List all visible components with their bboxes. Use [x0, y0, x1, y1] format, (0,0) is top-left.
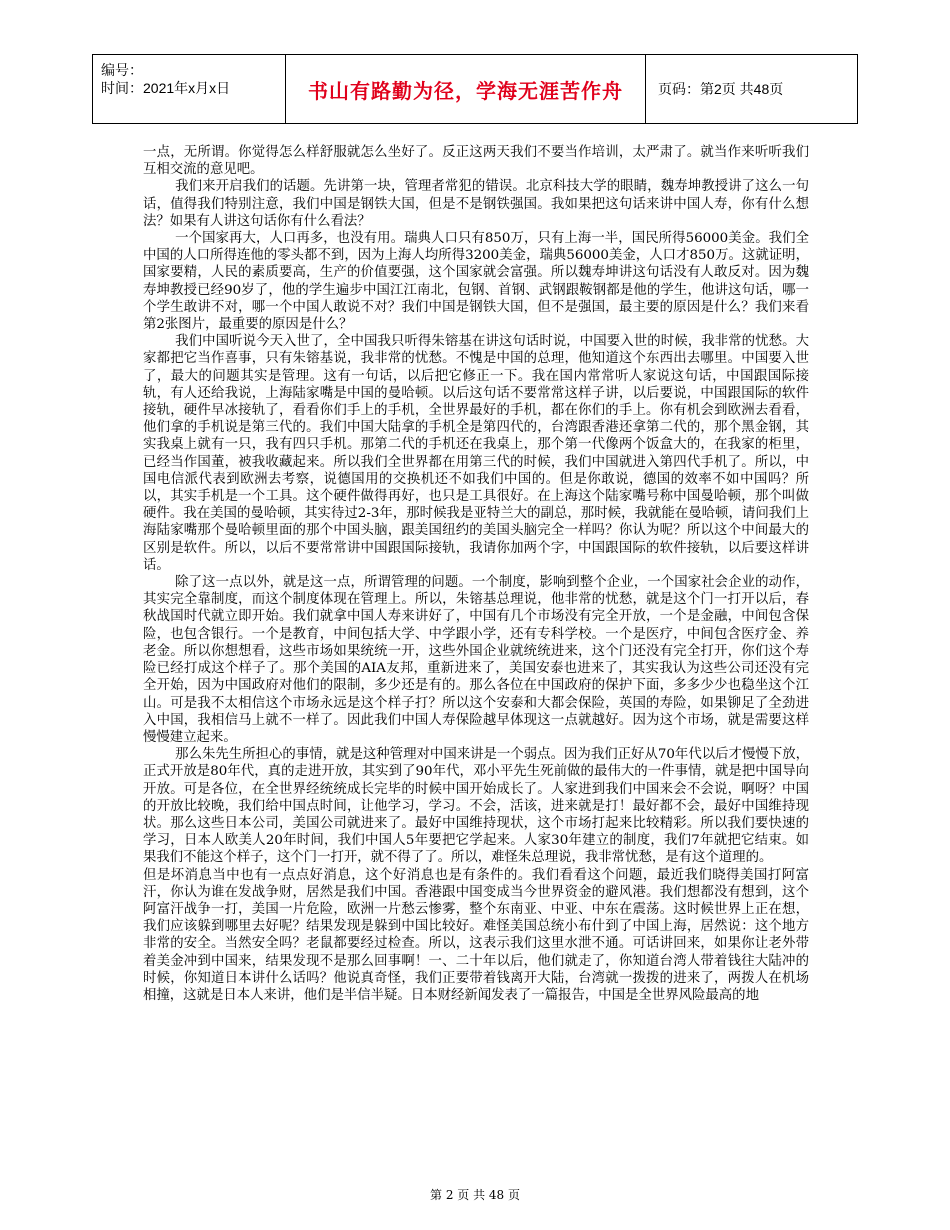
- serial-label: 编号：: [101, 62, 143, 78]
- paragraph: 我们来开启我们的话题。先讲第一块，管理者常犯的错误。北京科技大学的眼睛，魏寿坤教授讲了这么一句话，值得我们特别注意，我们中国是钢铁大国，但是不是钢铁强国。我如果把这句话来讲中国人寿，你有什么想法？如果有人讲这句话你有什么看法？: [143, 179, 809, 229]
- header-page-cell: [646, 55, 857, 123]
- document-body: [143, 144, 809, 1004]
- footer-page-number: 第 2 页 共 48 页: [430, 1188, 520, 1202]
- date-label: 时间：2021年x月x日: [101, 80, 231, 96]
- page-footer: [0, 1186, 950, 1203]
- paragraph: 一个国家再大，人口再多，也没有用。瑞典人口只有850万，只有上海一半，国民所得56000美金。我们全中国的人口所得连他的零头都不到，因为上海人均所得3200美金，瑞典56000美金，人口才850万。这就证明，国家要精，人民的素质要高，生产的价值要强，这个国家就会富强。所以魏寿坤讲这句话没有人敢反对。因为魏寿坤教授已经90岁了，他的学生遍步中国江江南北，包钢、首钢、武钢跟鞍钢都是他的学生，他讲这句话，哪一个学生敢讲不对，哪一个中国人敢说不对？我们中国是钢铁大国，但不是强国，最主要的原因是什么？我们来看第2张图片，最重要的原因是什么？: [143, 231, 809, 333]
- page-header: [92, 54, 858, 124]
- paragraph: 一点，无所谓。你觉得怎么样舒服就怎么坐好了。反正这两天我们不要当作培训，太严肃了。就当作来听听我们互相交流的意见吧。: [143, 145, 809, 178]
- header-meta: [93, 55, 286, 123]
- header-motto-cell: [286, 55, 646, 123]
- paragraph: 我们中国听说今天入世了，全中国我只听得朱镕基在讲这句话时说，中国要入世的时候，我非常的忧愁。大家都把它当作喜事，只有朱镕基说，我非常的忧愁。不愧是中国的总理，他知道这个东西出去哪里。中国要入世了，最大的问题其实是管理。这有一句话，以后把它修正一下。我在国内常常听人家说这句话，中国跟国际接轨，有人还给我说，上海陆家嘴是中国的曼哈顿。以后这句话不要常常这样子讲，以后要说，中国跟国际的软件接轨，硬件早冰接轨了，看看你们手上的手机，全世界最好的手机，都在你们的手上。你有机会到欧洲去看看，他们拿的手机说是第三代的。我们中国大陆拿的手机全是第四代的，台湾跟香港还拿第二代的，那个黑金钢，其实我桌上就有一只，我有四只手机。那第二代的手机还在我桌上，那个第一代像两个饭盒大的，在我家的柜里，已经当作国董，被我收藏起来。所以我们全世界都在用第三代的时候，我们中国就进入第四代手机了。所以，中国电信派代表到欧洲去考察，说德国用的交换机还不如我们中国的。但是你敢说，德国的效率不如中国吗？所以，其实手机是一个工具。这个硬件做得再好，也只是工具很好。在上海这个陆家嘴号称中国曼哈顿，那个叫做硬件。我在美国的曼哈顿，其实待过2-3年，那时候我是亚特兰大的副总，那时候，我就能在曼哈顿，请问我们上海陆家嘴那个曼哈顿里面的那个中国头脑，跟美国纽约的美国头脑完全一样吗？你认为呢？所以这个中间最大的区别是软件。所以，以后不要常常讲中国跟国际接轨，我请你加两个字，中国跟国际的软件接轨，以后要这样讲话。: [143, 334, 809, 573]
- paragraph: 但是坏消息当中也有一点点好消息，这个好消息也是有条件的。我们看看这个问题，最近我们晓得美国打阿富汗，你认为谁在发战争财，居然是我们中国。香港跟中国变成当今世界资金的避风港。我们想都没有想到，这个阿富汗战争一打，美国一片危险，欧洲一片愁云惨雾，整个东南亚、中亚、中东在震荡。这时候世界上正在想，我们应该躲到哪里去好呢？结果发现是躲到中国比较好。难怪美国总统小布什到了中国上海，居然说：这个地方非常的安全。当然安全吗？老鼠都要经过检查。所以，这表示我们这里水泄不通。可话讲回来，如果你让老外带着美金冲到中国来，结果发现不是那么回事啊！一、二十年以后，他们就走了，你知道台湾人带着钱往大陆冲的时候，你知道日本讲什么话吗？他说真奇怪，我们正要带着钱离开大陆，台湾就一拨拨的进来了，两拨人在机场相撞，这就是日本人来讲，他们是半信半疑。日本财经新闻发表了一篇报告，中国是全世界风险最高的地: [143, 867, 809, 1003]
- paragraph: 那么朱先生所担心的事情，就是这种管理对中国来讲是一个弱点。因为我们正好从70年代以后才慢慢下放，正式开放是80年代，真的走进开放，其实到了90年代，邓小平先生死前做的最伟大的一件事情，就是把中国导向开放。可是各位，在全世界经统统成长完毕的时候中国开始成长了。人家进到我们中国来会不会说，啊呀？中国的开放比较晚，我们给中国点时间，让他学习，学习。不会，活该，进来就是打！最好都不会，最好中国维持现状。那么这些日本公司，美国公司就进来了。最好中国维持现状，这个市场打起来比较精彩。所以我们要快速的学习，日本人欧美人20年时间，我们中国人5年要把它学起来。人家30年建立的制度，我们7年就把它结束。如果我们不能这个样子，这个门一打开，就不得了了。所以，难怪朱总理说，我非常忧愁，是有这个道理的。: [143, 747, 809, 866]
- paragraph: 除了这一点以外，就是这一点，所谓管理的问题。一个制度，影响到整个企业，一个国家社会企业的动作，其实完全靠制度，而这个制度体现在管理上。所以，朱镕基总理说，他非常的忧愁，就是这个门一打开以后，春秋战国时代就立即开始。我们就拿中国人寿来讲好了，中国有几个市场没有完全开放，一个是金融，中间包含保险，也包含银行。一个是教育，中间包括大学、中学跟小学，还有专科学校。一个是医疗，中间包含医疗金、养老金。所以你想想看，这些市场如果统统一开，这些外国企业就统统进来，这个门还没有完全打开，你们这个寿险已经打成这个样子了。那个美国的AIA友邦，重新进来了，美国安泰也进来了，其实我认为这些公司还没有完全开始，因为中国政府对他们的限制，多少还是有的。那么各位在中国政府的保护下面，多多少少也稳坐这个江山。可是我不太相信这个市场永远是这个样子打？所以这个安泰和大都会保险，英国的寿险，如果铆足了全劲进入中国，我相信马上就不一样了。因此我们中国人寿保险越早体现这一点就越好。因为这个市场，就是需要这样慢慢建立起来。: [143, 575, 809, 745]
- page-label: 页码：第2页 共48页: [658, 81, 784, 97]
- motto: 书山有路勤为径，学海无涯苦作舟: [308, 78, 623, 103]
